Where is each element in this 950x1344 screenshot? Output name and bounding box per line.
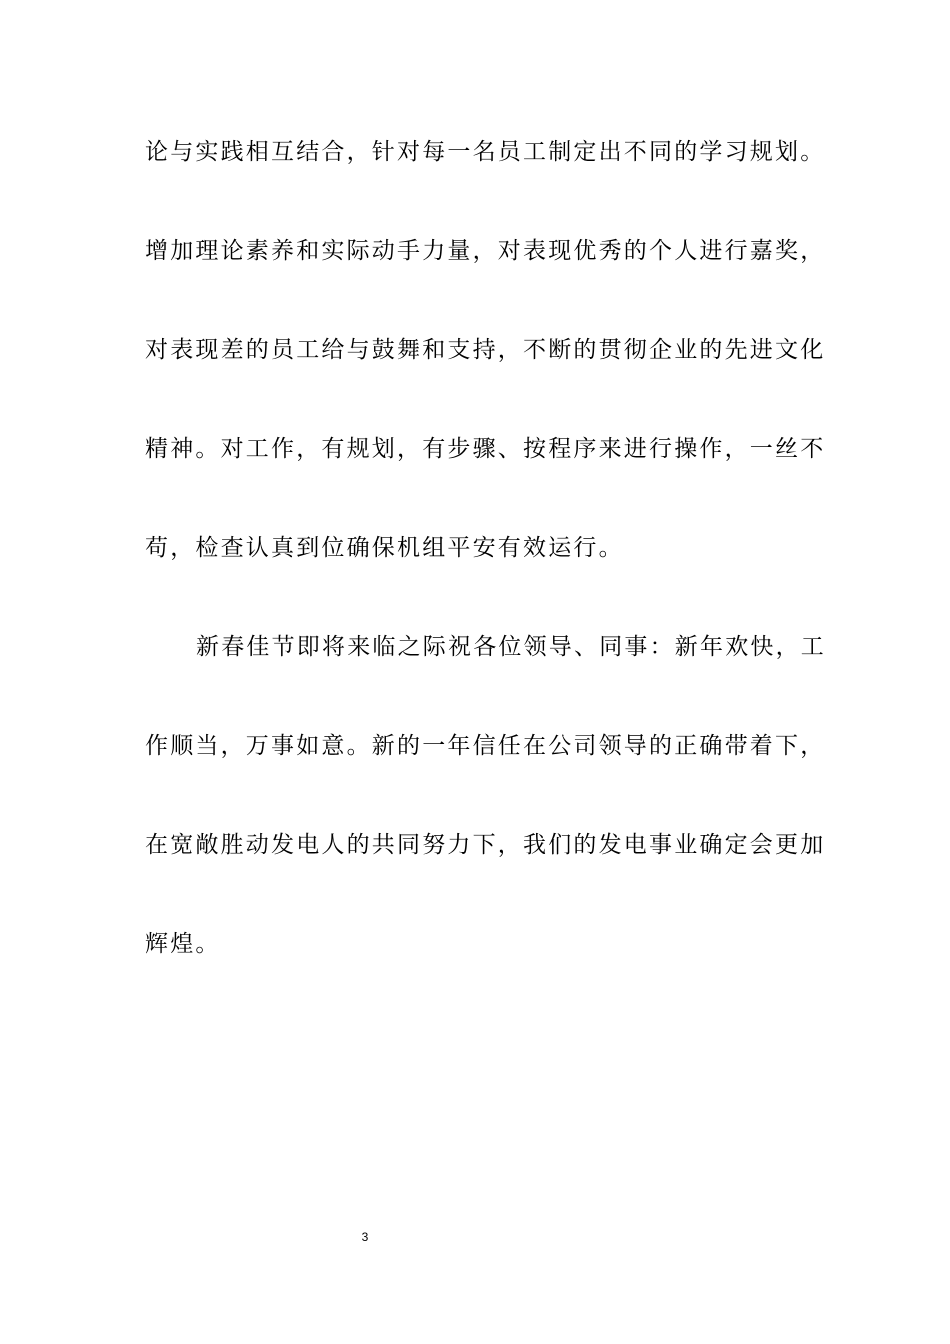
- body-text-line: 作顺当，万事如意。新的一年信任在公司领导的正确带着下，: [145, 733, 826, 759]
- body-text-line: 对表现差的员工给与鼓舞和支持，不断的贯彻企业的先进文化: [145, 337, 826, 363]
- body-text-line: 增加理论素养和实际动手力量，对表现优秀的个人进行嘉奖，: [145, 238, 826, 264]
- body-text-line: 论与实践相互结合，针对每一名员工制定出不同的学习规划。: [145, 139, 826, 165]
- paragraph-first-line: 新春佳节即将来临之际祝各位领导、同事：新年欢快，工: [196, 634, 826, 660]
- body-text-line: 精神。对工作，有规划，有步骤、按程序来进行操作，一丝不: [145, 436, 826, 462]
- body-text-line: 苟，检查认真到位确保机组平安有效运行。: [145, 535, 624, 561]
- page-number: 3: [361, 1230, 369, 1244]
- body-text-line: 辉煌。: [145, 931, 221, 957]
- body-text-line: 在宽敞胜动发电人的共同努力下，我们的发电事业确定会更加: [145, 832, 826, 858]
